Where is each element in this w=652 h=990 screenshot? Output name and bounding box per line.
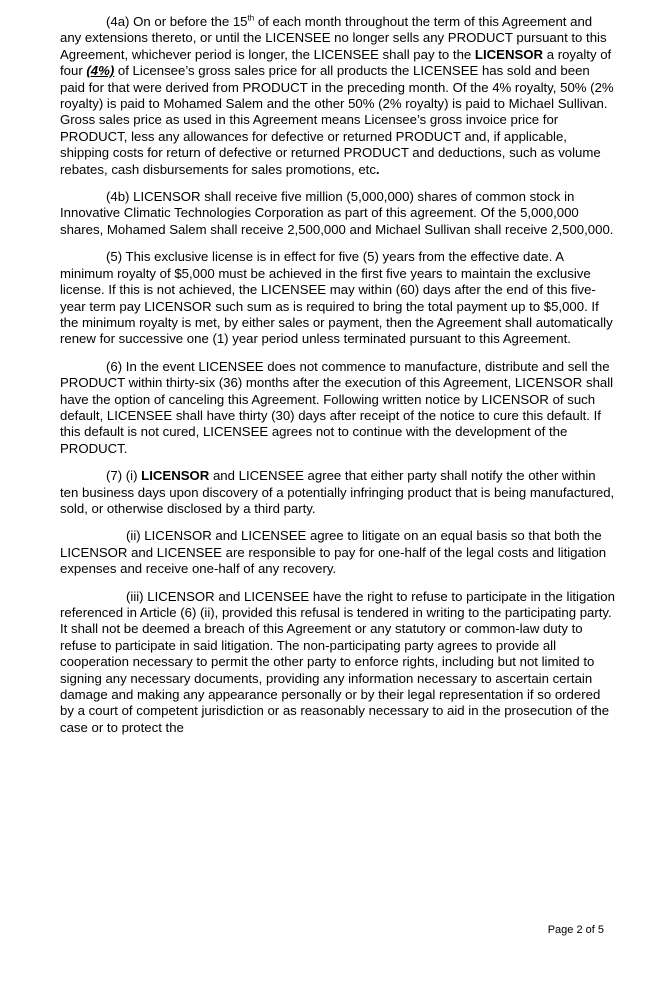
paragraph-7-i-text-1: (7) (i) — [106, 468, 142, 484]
royalty-percent: (4%) — [86, 63, 115, 79]
paragraph-7-i — [60, 468, 616, 517]
paragraph-5: (5) This exclusive license is in effect for five (5) years from the effective date. A minimum royalty of $5,000 must be achieved in the first five years to maintain the exclusive license. If this is not achieved, the LICENSEE may within (60) days after the end of this five-year term pay LICENSOR such sum as is required to bring the total payment up to $5,000. If the minimum royalty is met, by either sales or payment, then the Agreement shall automatically renew for successive one (1) year period unless terminated pursuant to this Agreement. — [60, 249, 613, 347]
page-number: Page 2 of 5 — [547, 924, 604, 936]
paragraph-4a-text-1: (4a) On or before the 15 — [106, 14, 248, 29]
paragraph-7-ii: (ii) LICENSOR and LICENSEE agree to litigate on an equal basis so that both the LICENSOR and LICENSEE are responsible to pay for one-half of the legal costs and litigation expenses and receive one-half of any recovery. — [60, 528, 607, 577]
paragraph-6: (6) In the event LICENSEE does not commence to manufacture, distribute and sell the PRODUCT within thirty-six (36) months after the execution of this Agreement, LICENSOR shall have the option of canceling this Agreement. Following written notice by LICENSOR of such default, LICENSEE shall have thirty (30) days after receipt of the notice to cure this default. If this default is not cured, LICENSEE agrees not to continue with the development of the PRODUCT. — [60, 358, 614, 456]
paragraph-4a — [60, 14, 616, 178]
paragraph-4a-text-3: a royalty of four — [60, 46, 612, 79]
paragraph-4b: (4b) LICENSOR shall receive five million (5,000,000) shares of common stock in Innovative Climatic Technologies Corporation as part of this agreement. Of the 5,000,000 shares, Mohamed Salem shall receive 2,500,000 and Michael Sullivan shall receive 2,500,000. — [60, 189, 614, 237]
paragraph-4a-period: . — [375, 161, 380, 177]
paragraph-4a-text-2: of each month throughout the term of this Agreement and any extensions thereto, or until the LICENSEE no longer sells any PRODUCT pursuant to this Agreement, whichever period is longer, the LICENSEE shall pay to the — [60, 14, 607, 62]
licensor-bold: LICENSOR — [474, 46, 544, 62]
paragraph-7-i-text-2: and LICENSEE agree that either party shall notify the other within ten business days upon discovery of a potentially infringing product that is being manufactured, sold, or otherwise disclosed by a third party. — [60, 468, 615, 516]
document-page — [60, 14, 616, 747]
ordinal-superscript: th — [247, 13, 255, 23]
paragraph-4a-text-4: of Licensee’s gross sales price for all products the LICENSEE has sold and been paid for that were derived from PRODUCT in the preceding month. Of the 4% royalty, 50% (2% royalty) is paid to Mohamed Salem and the other 50% (2% royalty) is paid to Michael Sullivan. Gross sales price as used in this Agreement means Licensee’s gross invoice price for PRODUCT, less any allowances for defective or returned PRODUCT and, if applicable, shipping costs for return of defective or returned PRODUCT and deductions, such as volume rebates, cash disbursements for sales promotions, etc — [60, 63, 614, 177]
licensor-bold-7: LICENSOR — [141, 468, 210, 484]
paragraph-7-iii: (iii) LICENSOR and LICENSEE have the right to refuse to participate in the litigation referenced in Article (6) (ii), provided this refusal is tendered in writing to the participating party. It shall not be deemed a breach of this Agreement or any statutory or common-law duty to refuse to participate in said litigation. The non-participating party agrees to provide all cooperation necessary to permit the other party to enforce rights, including but not limited to signing any necessary documents, providing any information necessary to ascertain certain damage and making any appearance personally or by their legal representation if so ordered by a court of competent jurisdiction or as reasonably necessary to aid in the prosecution of the case or to protect the — [60, 588, 615, 735]
